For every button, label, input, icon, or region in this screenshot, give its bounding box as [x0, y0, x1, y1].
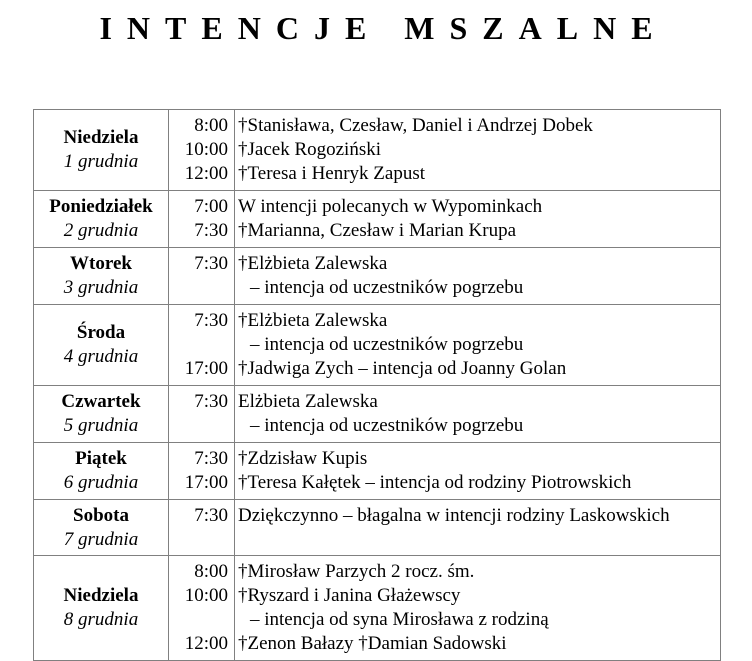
page-title: INTENCJE MSZALNE	[99, 10, 668, 46]
intention-text: †Elżbieta Zalewska	[238, 310, 388, 331]
intention-text: – intencja od uczestników pogrzebu	[250, 277, 524, 298]
table-row	[34, 248, 721, 305]
day-name: Czwartek	[61, 391, 141, 412]
mass-time: 7:30	[194, 448, 228, 469]
mass-time: 7:30	[194, 391, 228, 412]
mass-time: 12:00	[184, 633, 228, 654]
table-row	[34, 556, 721, 661]
intention-cell	[235, 305, 721, 386]
intention-text: †Teresa Kałętek – intencja od rodziny Piotrowskich	[238, 472, 632, 493]
day-date: 2 grudnia	[63, 220, 139, 241]
mass-time: 8:00	[194, 561, 228, 582]
intention-text: †Ryszard i Janina Głażewscy	[238, 585, 461, 606]
time-cell	[169, 500, 235, 556]
table-row	[34, 191, 721, 248]
mass-intentions-table	[33, 109, 721, 661]
intention-cell	[235, 556, 721, 661]
table-row	[34, 500, 721, 556]
mass-time: 7:30	[194, 505, 228, 526]
time-cell	[169, 386, 235, 443]
intention-cell	[235, 386, 721, 443]
mass-time: 7:30	[194, 310, 228, 331]
time-cell	[169, 110, 235, 191]
intention-text: Dziękczynno – błagalna w intencji rodziny Laskowskich	[238, 505, 670, 526]
day-name: Niedziela	[63, 127, 139, 148]
intention-text: †Mirosław Parzych 2 rocz. śm.	[238, 561, 475, 582]
day-date: 3 grudnia	[63, 277, 139, 298]
mass-time: 7:30	[194, 220, 228, 241]
day-date: 8 grudnia	[63, 609, 139, 630]
intention-cell	[235, 191, 721, 248]
time-cell	[169, 556, 235, 661]
time-cell	[169, 191, 235, 248]
intention-text: W intencji polecanych w Wypominkach	[238, 196, 543, 217]
intention-text: †Stanisława, Czesław, Daniel i Andrzej Dobek	[238, 115, 593, 136]
day-cell	[34, 191, 169, 248]
intention-cell	[235, 248, 721, 305]
table-row	[34, 443, 721, 500]
day-date: 4 grudnia	[63, 346, 139, 367]
mass-time	[169, 608, 228, 632]
intention-text: †Marianna, Czesław i Marian Krupa	[238, 220, 517, 241]
day-date: 6 grudnia	[63, 472, 139, 493]
time-cell	[169, 305, 235, 386]
day-name: Poniedziałek	[49, 196, 153, 217]
mass-time: 12:00	[184, 163, 228, 184]
day-cell	[34, 386, 169, 443]
day-cell	[34, 248, 169, 305]
intention-text: †Elżbieta Zalewska	[238, 253, 388, 274]
day-date: 7 grudnia	[63, 528, 139, 550]
table-row	[34, 305, 721, 386]
mass-time: 7:30	[194, 253, 228, 274]
day-date: 5 grudnia	[63, 415, 139, 436]
mass-time: 8:00	[194, 115, 228, 136]
mass-time: 7:00	[194, 196, 228, 217]
time-cell	[169, 443, 235, 500]
intention-cell	[235, 500, 721, 556]
intention-text: Elżbieta Zalewska	[238, 391, 378, 412]
intention-text: – intencja od syna Mirosława z rodziną	[250, 609, 549, 630]
day-cell	[34, 443, 169, 500]
mass-time: 10:00	[184, 139, 228, 160]
intention-text: †Jacek Rogoziński	[238, 139, 382, 160]
time-cell	[169, 248, 235, 305]
intention-text: †Teresa i Henryk Zapust	[238, 163, 426, 184]
day-name: Niedziela	[63, 585, 139, 606]
day-cell	[34, 110, 169, 191]
day-cell	[34, 556, 169, 661]
mass-time: 17:00	[184, 358, 228, 379]
mass-time: 17:00	[184, 472, 228, 493]
day-name: Środa	[76, 322, 126, 343]
intention-text: †Zdzisław Kupis	[238, 448, 368, 469]
day-name: Sobota	[73, 504, 129, 526]
intention-cell	[235, 443, 721, 500]
day-cell	[34, 500, 169, 556]
intention-cell	[235, 110, 721, 191]
intention-text: †Jadwiga Zych – intencja od Joanny Golan	[238, 358, 567, 379]
table-row	[34, 386, 721, 443]
day-cell	[34, 305, 169, 386]
day-date: 1 grudnia	[63, 151, 139, 172]
intention-text: – intencja od uczestników pogrzebu	[250, 415, 524, 436]
table-row	[34, 110, 721, 191]
mass-time	[169, 333, 228, 357]
intention-text: – intencja od uczestników pogrzebu	[250, 334, 524, 355]
day-name: Wtorek	[70, 253, 132, 274]
intention-text: †Zenon Bałazy †Damian Sadowski	[238, 633, 507, 654]
day-name: Piątek	[75, 448, 127, 469]
mass-time: 10:00	[184, 585, 228, 606]
